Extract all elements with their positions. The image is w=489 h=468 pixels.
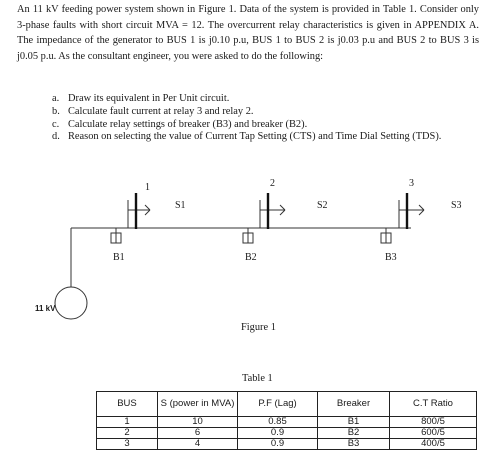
bus-3-number: 3: [409, 178, 414, 189]
table-cell: B1: [318, 417, 390, 428]
table-cell: 10: [158, 417, 238, 428]
table-caption: Table 1: [242, 373, 273, 384]
breaker-b1-label: B1: [113, 252, 125, 263]
table-row: [97, 439, 477, 450]
table-cell: 1: [97, 417, 158, 428]
table-cell: 4: [158, 439, 238, 450]
table-cell: 2: [97, 428, 158, 439]
table-cell: 0.9: [238, 439, 318, 450]
table-cell: 600/5: [390, 428, 477, 439]
breaker-b2-label: B2: [245, 252, 257, 263]
header-breaker: Breaker: [318, 392, 390, 417]
switch-s3-label: S3: [451, 200, 462, 211]
header-ct-ratio: C.T Ratio: [390, 392, 477, 417]
table-cell: B2: [318, 428, 390, 439]
task-item: d. Reason on selecting the value of Current Tap Setting (CTS) and Time Dial Setting (TDS).: [52, 131, 442, 143]
header-power: S (power in MVA): [158, 392, 238, 417]
table-cell: 0.9: [238, 428, 318, 439]
table-cell: 3: [97, 439, 158, 450]
table-cell: 400/5: [390, 439, 477, 450]
system-data-table: [96, 391, 477, 450]
table-row: [97, 417, 477, 428]
breaker-b3-label: B3: [385, 252, 397, 263]
header-pf: P.F (Lag): [238, 392, 318, 417]
table-cell: 800/5: [390, 417, 477, 428]
problem-statement: An 11 kV feeding power system shown in Figure 1. Data of the system is provided in Table 1. Consider only 3-phase faults with short circuit MVA = 12. The overcurrent relay characteristics is given in APPENDIX A. The impedance of the generator to BUS 1 is j0.10 p.u, BUS 1 to BUS 2 is j0.03 p.u and BUS 2 to BUS 3 is j0.05 p.u. As the consultant engineer, you were asked to do the following:: [17, 4, 479, 62]
bus-1-number: 1: [145, 182, 150, 193]
switch-s2-label: S2: [317, 200, 328, 211]
table-cell: 6: [158, 428, 238, 439]
header-bus: BUS: [97, 392, 158, 417]
bus-2-number: 2: [270, 178, 275, 189]
task-item: b. Calculate fault current at relay 3 and relay 2.: [52, 105, 254, 117]
generator-symbol: [55, 287, 87, 319]
table-header-row: [97, 392, 477, 417]
table-row: [97, 428, 477, 439]
task-item: a. Draw its equivalent in Per Unit circuit.: [52, 93, 230, 104]
task-item: c. Calculate relay settings of breaker (B3) and breaker (B2).: [52, 118, 308, 130]
table-cell: 0.85: [238, 417, 318, 428]
source-voltage-label: 11 kV: [35, 304, 56, 313]
table-cell: B3: [318, 439, 390, 450]
figure-caption: Figure 1: [241, 322, 276, 333]
switch-s1-label: S1: [175, 200, 186, 211]
